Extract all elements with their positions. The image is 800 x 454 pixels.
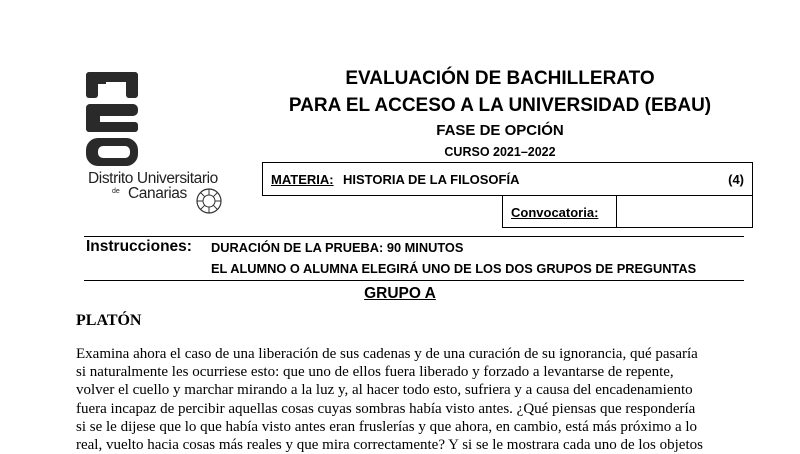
duc-letters-icon xyxy=(82,68,142,168)
materia-code: (4) xyxy=(728,172,744,187)
passage-line: fuera incapaz de percibir aquellas cosas cuyas sombras había visto antes. ¿Qué piensas que respondería xyxy=(76,400,696,417)
instructions-top-rule xyxy=(84,236,744,237)
instructions-choice: EL ALUMNO O ALUMNA ELEGIRÁ UNO DE LOS DOS GRUPOS DE PREGUNTAS xyxy=(211,261,697,276)
passage-text xyxy=(76,345,758,454)
exam-phase: FASE DE OPCIÓN xyxy=(436,122,564,139)
logo-text-prefix: de xyxy=(112,188,120,195)
convocatoria-label: Convocatoria: xyxy=(511,205,599,220)
passage-line: si se le dijese que lo que había visto antes eran fruslerías y que ahora, en cambio, está más próximo a lo xyxy=(76,418,698,435)
exam-title: EVALUACIÓN DE BACHILLERATO xyxy=(345,68,655,89)
group-title: GRUPO A xyxy=(364,285,436,302)
materia-box xyxy=(262,162,753,196)
instructions-label: Instrucciones: xyxy=(86,238,192,255)
instructions-duration: DURACIÓN DE LA PRUEBA: 90 MINUTOS xyxy=(211,240,464,255)
passage-line: si naturalmente les ocurriese esto: que uno de ellos fuera liberado y forzado a levantarse de repente, xyxy=(76,364,674,381)
convocatoria-box xyxy=(502,196,753,228)
instructions-bottom-rule xyxy=(84,280,744,281)
author-heading: PLATÓN xyxy=(76,312,142,329)
passage-line: real, vuelto hacia cosas más reales y que mira correctamente? Y si se le mostrara cada uno de los objetos xyxy=(76,437,703,454)
logo-text-line2: Canarias xyxy=(128,185,187,202)
exam-course: CURSO 2021–2022 xyxy=(444,145,556,159)
duc-logo xyxy=(82,68,232,218)
passage-line: volver el cuello y marchar mirando a la luz y, al hacer todo esto, sufriera y a causa del encadenamiento xyxy=(76,382,693,399)
university-seal-icon xyxy=(194,186,224,216)
passage-line: Examina ahora el caso de una liberación de sus cadenas y de una curación de su ignorancia, qué pasaría xyxy=(76,346,698,362)
materia-value: HISTORIA DE LA FILOSOFÍA xyxy=(343,172,520,187)
exam-subtitle: PARA EL ACCESO A LA UNIVERSIDAD (EBAU) xyxy=(288,95,712,116)
logo-text-line1: Distrito Universitario xyxy=(88,170,218,187)
convocatoria-divider xyxy=(616,196,617,227)
materia-label: MATERIA: xyxy=(271,172,334,187)
